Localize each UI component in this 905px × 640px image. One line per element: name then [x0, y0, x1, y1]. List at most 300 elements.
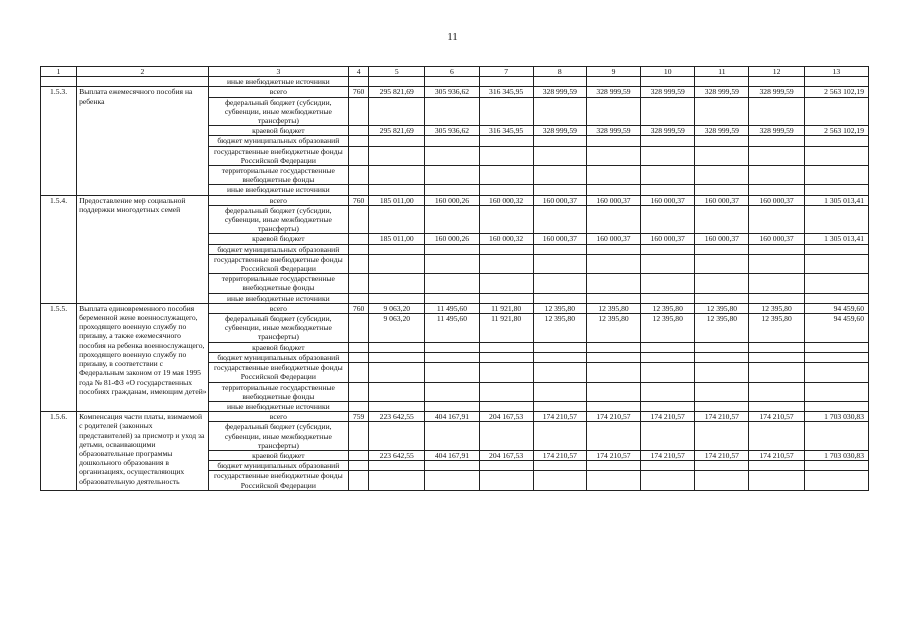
year-value: 174 210,57	[695, 450, 749, 460]
item-name: Выплата единовременного пособия беременной жене военнослужащего, проходящего военную службу по призыву, а также ежемесячного пособия на ребенка военнослужащего, проходящего военную службу по призыву, в соответствии с Федеральным законом от 19 мая 1995 года № 81-ФЗ «О государственных пособиях гражданам, имеющим детей»	[77, 303, 208, 411]
year-value: 160 000,37	[749, 195, 804, 205]
year-value	[369, 401, 425, 411]
year-value	[749, 136, 804, 146]
total-value	[804, 205, 868, 234]
year-value	[586, 471, 640, 490]
year-value: 12 395,80	[641, 314, 695, 343]
year-value	[586, 401, 640, 411]
year-value	[586, 342, 640, 352]
year-value: 160 000,37	[533, 195, 586, 205]
year-value	[369, 97, 425, 126]
year-value	[479, 293, 533, 303]
year-value: 328 999,59	[695, 126, 749, 136]
year-value	[533, 136, 586, 146]
year-value	[533, 205, 586, 234]
funding-source: федеральный бюджет (субсидии, субвенции, иные межбюджетные трансферты)	[208, 422, 349, 451]
carryover-row	[41, 77, 869, 87]
total-value	[804, 97, 868, 126]
year-value	[369, 422, 425, 451]
year-value	[369, 136, 425, 146]
year-value: 160 000,37	[641, 234, 695, 244]
year-value	[533, 97, 586, 126]
year-value	[533, 363, 586, 382]
code-value	[349, 352, 369, 362]
year-value	[479, 185, 533, 195]
total-value: 94 459,60	[804, 303, 868, 313]
year-value: 174 210,57	[533, 450, 586, 460]
year-value: 328 999,59	[586, 87, 640, 97]
year-value	[749, 274, 804, 293]
total-value	[804, 422, 868, 451]
column-header: 4	[349, 67, 369, 77]
year-value: 160 000,37	[586, 195, 640, 205]
year-value	[749, 254, 804, 273]
funding-source: иные внебюджетные источники	[208, 293, 349, 303]
year-value: 404 167,91	[425, 450, 479, 460]
year-value	[479, 146, 533, 165]
year-value	[369, 352, 425, 362]
year-value	[533, 342, 586, 352]
year-value: 204 167,53	[479, 412, 533, 422]
code-value	[349, 450, 369, 460]
year-value: 316 345,95	[479, 87, 533, 97]
total-value	[804, 401, 868, 411]
year-value: 174 210,57	[695, 412, 749, 422]
year-value: 328 999,59	[533, 126, 586, 136]
funding-source: иные внебюджетные источники	[208, 77, 349, 87]
year-value	[641, 293, 695, 303]
funding-source: бюджет муниципальных образований	[208, 244, 349, 254]
year-value	[695, 136, 749, 146]
year-value	[425, 205, 479, 234]
year-value	[425, 166, 479, 185]
item-code: 1.5.4.	[41, 195, 77, 303]
total-value	[804, 342, 868, 352]
year-value	[533, 461, 586, 471]
year-value	[425, 363, 479, 382]
year-value	[641, 274, 695, 293]
funding-source: иные внебюджетные источники	[208, 401, 349, 411]
year-value	[749, 363, 804, 382]
year-value: 160 000,37	[533, 234, 586, 244]
year-value	[695, 363, 749, 382]
year-value	[641, 244, 695, 254]
year-value	[533, 244, 586, 254]
year-value: 160 000,37	[586, 234, 640, 244]
year-value	[479, 136, 533, 146]
year-value	[425, 185, 479, 195]
year-value: 305 936,62	[425, 87, 479, 97]
year-value	[533, 401, 586, 411]
table-row	[41, 87, 869, 97]
column-header: 12	[749, 67, 804, 77]
year-value	[479, 205, 533, 234]
year-value	[695, 293, 749, 303]
year-value	[695, 146, 749, 165]
code-value	[349, 274, 369, 293]
code-value	[349, 471, 369, 490]
year-value	[479, 166, 533, 185]
year-value	[641, 136, 695, 146]
year-value	[369, 342, 425, 352]
year-value: 12 395,80	[586, 303, 640, 313]
year-value	[641, 166, 695, 185]
year-value	[749, 205, 804, 234]
year-value	[586, 205, 640, 234]
item-name: Предоставление мер социальной поддержки многодетных семей	[77, 195, 208, 303]
year-value	[533, 293, 586, 303]
item-name: Компенсация части платы, взимаемой с родителей (законных представителей) за присмотр и уход за детьми, осваивающими образовательные программы дошкольного образования в организациях, осуществляющих образовательную деятельность	[77, 412, 208, 491]
funding-source: государственные внебюджетные фонды Российской Федерации	[208, 254, 349, 273]
funding-source: краевой бюджет	[208, 234, 349, 244]
year-value	[749, 166, 804, 185]
year-value: 328 999,59	[695, 87, 749, 97]
code-value	[349, 185, 369, 195]
year-value: 11 495,60	[425, 303, 479, 313]
funding-source: территориальные государственные внебюджетные фонды	[208, 382, 349, 401]
code-value	[349, 363, 369, 382]
year-value	[586, 254, 640, 273]
year-value: 12 395,80	[749, 314, 804, 343]
total-value	[804, 471, 868, 490]
year-value: 328 999,59	[641, 126, 695, 136]
year-value: 160 000,37	[641, 195, 695, 205]
total-value	[804, 166, 868, 185]
year-value: 223 642,55	[369, 412, 425, 422]
total-value	[804, 363, 868, 382]
year-value: 160 000,37	[695, 234, 749, 244]
total-value	[804, 461, 868, 471]
year-value	[695, 352, 749, 362]
item-name: Выплата ежемесячного пособия на ребенка	[77, 87, 208, 195]
year-value	[586, 136, 640, 146]
total-value	[804, 136, 868, 146]
year-value	[479, 461, 533, 471]
code-value	[349, 205, 369, 234]
year-value: 328 999,59	[586, 126, 640, 136]
year-value	[479, 274, 533, 293]
year-value	[695, 254, 749, 273]
year-value	[749, 401, 804, 411]
total-value	[804, 293, 868, 303]
year-value	[586, 274, 640, 293]
year-value	[749, 185, 804, 195]
funding-source: бюджет муниципальных образований	[208, 352, 349, 362]
year-value	[369, 254, 425, 273]
year-value	[533, 471, 586, 490]
year-value: 223 642,55	[369, 450, 425, 460]
code-value	[349, 97, 369, 126]
year-value	[695, 471, 749, 490]
year-value	[479, 471, 533, 490]
code-value	[349, 126, 369, 136]
year-value	[749, 342, 804, 352]
year-value	[479, 342, 533, 352]
code-value: 760	[349, 303, 369, 313]
year-value	[425, 293, 479, 303]
year-value: 204 167,53	[479, 450, 533, 460]
year-value	[749, 382, 804, 401]
funding-source: краевой бюджет	[208, 126, 349, 136]
year-value	[695, 274, 749, 293]
year-value	[533, 352, 586, 362]
year-value	[533, 166, 586, 185]
code-value	[349, 422, 369, 451]
funding-source: всего	[208, 303, 349, 313]
year-value	[586, 461, 640, 471]
year-value	[425, 471, 479, 490]
year-value	[425, 244, 479, 254]
year-value: 174 210,57	[641, 450, 695, 460]
year-value	[641, 422, 695, 451]
column-header: 1	[41, 67, 77, 77]
funding-source: государственные внебюджетные фонды Российской Федерации	[208, 471, 349, 490]
year-value: 12 395,80	[586, 314, 640, 343]
year-value	[641, 254, 695, 273]
year-value	[749, 352, 804, 362]
funding-source: федеральный бюджет (субсидии, субвенции, иные межбюджетные трансферты)	[208, 205, 349, 234]
year-value	[695, 422, 749, 451]
total-value	[804, 382, 868, 401]
year-value	[369, 166, 425, 185]
year-value: 11 495,60	[425, 314, 479, 343]
total-value	[804, 254, 868, 273]
year-value	[695, 382, 749, 401]
year-value	[369, 293, 425, 303]
year-value	[586, 146, 640, 165]
year-value: 12 395,80	[533, 303, 586, 313]
year-value: 328 999,59	[749, 87, 804, 97]
year-value	[641, 363, 695, 382]
year-value	[369, 471, 425, 490]
page-number: 11	[447, 31, 458, 43]
year-value	[586, 363, 640, 382]
column-header: 7	[479, 67, 533, 77]
table-row	[41, 412, 869, 422]
year-value: 12 395,80	[695, 314, 749, 343]
year-value: 160 000,37	[695, 195, 749, 205]
year-value: 160 000,32	[479, 195, 533, 205]
year-value: 174 210,57	[586, 412, 640, 422]
year-value: 160 000,26	[425, 234, 479, 244]
year-value	[641, 401, 695, 411]
year-value	[586, 97, 640, 126]
year-value: 12 395,80	[533, 314, 586, 343]
year-value	[695, 97, 749, 126]
year-value: 174 210,57	[586, 450, 640, 460]
total-value: 94 459,60	[804, 314, 868, 343]
code-value	[349, 234, 369, 244]
item-code: 1.5.6.	[41, 412, 77, 491]
year-value	[533, 146, 586, 165]
year-value	[533, 254, 586, 273]
total-value: 2 563 102,19	[804, 87, 868, 97]
funding-source: государственные внебюджетные фонды Российской Федерации	[208, 363, 349, 382]
total-value	[804, 146, 868, 165]
year-value	[641, 185, 695, 195]
code-value	[349, 146, 369, 165]
year-value	[586, 244, 640, 254]
year-value: 328 999,59	[533, 87, 586, 97]
table-row	[41, 303, 869, 313]
year-value	[586, 166, 640, 185]
year-value: 11 921,80	[479, 303, 533, 313]
funding-source: бюджет муниципальных образований	[208, 461, 349, 471]
total-value	[804, 244, 868, 254]
column-header: 10	[641, 67, 695, 77]
year-value	[641, 382, 695, 401]
year-value	[369, 185, 425, 195]
total-value	[804, 185, 868, 195]
year-value	[425, 382, 479, 401]
year-value: 328 999,59	[641, 87, 695, 97]
code-value	[349, 401, 369, 411]
year-value	[479, 254, 533, 273]
year-value	[425, 401, 479, 411]
year-value	[479, 401, 533, 411]
year-value	[641, 146, 695, 165]
year-value	[586, 382, 640, 401]
funding-source: государственные внебюджетные фонды Российской Федерации	[208, 146, 349, 165]
code-value	[349, 314, 369, 343]
funding-source: всего	[208, 195, 349, 205]
year-value	[586, 293, 640, 303]
funding-source: бюджет муниципальных образований	[208, 136, 349, 146]
code-value	[349, 342, 369, 352]
funding-source: федеральный бюджет (субсидии, субвенции, иные межбюджетные трансферты)	[208, 314, 349, 343]
year-value	[749, 422, 804, 451]
total-value: 2 563 102,19	[804, 126, 868, 136]
year-value	[641, 342, 695, 352]
year-value	[533, 422, 586, 451]
year-value	[369, 461, 425, 471]
year-value	[425, 461, 479, 471]
total-value	[804, 352, 868, 362]
year-value	[586, 185, 640, 195]
year-value	[479, 422, 533, 451]
year-value	[695, 461, 749, 471]
column-header: 9	[586, 67, 640, 77]
table-row	[41, 195, 869, 205]
year-value	[369, 274, 425, 293]
year-value: 160 000,32	[479, 234, 533, 244]
column-header: 8	[533, 67, 586, 77]
code-value: 760	[349, 87, 369, 97]
year-value	[695, 342, 749, 352]
year-value	[586, 352, 640, 362]
total-value: 1 305 013,41	[804, 234, 868, 244]
year-value	[695, 244, 749, 254]
year-value	[425, 254, 479, 273]
funding-source: краевой бюджет	[208, 342, 349, 352]
year-value	[695, 401, 749, 411]
year-value	[641, 461, 695, 471]
year-value	[749, 244, 804, 254]
year-value	[749, 146, 804, 165]
column-header: 2	[77, 67, 208, 77]
year-value	[425, 274, 479, 293]
year-value	[479, 244, 533, 254]
year-value	[749, 97, 804, 126]
year-value	[641, 352, 695, 362]
year-value	[586, 422, 640, 451]
year-value	[425, 146, 479, 165]
year-value: 185 011,00	[369, 234, 425, 244]
year-value: 185 011,00	[369, 195, 425, 205]
year-value	[479, 352, 533, 362]
year-value	[369, 205, 425, 234]
year-value	[425, 342, 479, 352]
column-header: 3	[208, 67, 349, 77]
year-value	[641, 205, 695, 234]
year-value	[369, 363, 425, 382]
column-header: 6	[425, 67, 479, 77]
year-value	[533, 274, 586, 293]
year-value: 295 821,69	[369, 87, 425, 97]
year-value	[479, 363, 533, 382]
year-value: 9 063,20	[369, 303, 425, 313]
budget-table	[40, 66, 869, 491]
year-value	[533, 185, 586, 195]
year-value	[369, 382, 425, 401]
year-value: 316 345,95	[479, 126, 533, 136]
year-value: 174 210,57	[641, 412, 695, 422]
code-value	[349, 293, 369, 303]
total-value: 1 305 013,41	[804, 195, 868, 205]
year-value	[641, 97, 695, 126]
year-value: 174 210,57	[749, 412, 804, 422]
code-value: 759	[349, 412, 369, 422]
year-value: 174 210,57	[533, 412, 586, 422]
year-value: 12 395,80	[749, 303, 804, 313]
item-code: 1.5.5.	[41, 303, 77, 411]
year-value: 12 395,80	[641, 303, 695, 313]
year-value: 12 395,80	[695, 303, 749, 313]
year-value: 160 000,26	[425, 195, 479, 205]
year-value	[533, 382, 586, 401]
funding-source: территориальные государственные внебюджетные фонды	[208, 166, 349, 185]
year-value: 11 921,80	[479, 314, 533, 343]
year-value	[369, 146, 425, 165]
total-value	[804, 274, 868, 293]
funding-source: федеральный бюджет (субсидии, субвенции, иные межбюджетные трансферты)	[208, 97, 349, 126]
code-value	[349, 136, 369, 146]
year-value	[425, 136, 479, 146]
funding-source: всего	[208, 87, 349, 97]
code-value	[349, 244, 369, 254]
year-value	[749, 471, 804, 490]
year-value: 295 821,69	[369, 126, 425, 136]
column-header: 11	[695, 67, 749, 77]
total-value: 1 703 030,83	[804, 450, 868, 460]
year-value	[749, 293, 804, 303]
year-value	[749, 461, 804, 471]
year-value: 160 000,37	[749, 234, 804, 244]
code-value	[349, 461, 369, 471]
funding-source: иные внебюджетные источники	[208, 185, 349, 195]
code-value: 760	[349, 195, 369, 205]
year-value: 174 210,57	[749, 450, 804, 460]
year-value	[369, 244, 425, 254]
year-value	[641, 471, 695, 490]
year-value	[695, 185, 749, 195]
year-value	[695, 166, 749, 185]
year-value	[425, 97, 479, 126]
code-value	[349, 382, 369, 401]
item-code: 1.5.3.	[41, 87, 77, 195]
year-value: 404 167,91	[425, 412, 479, 422]
year-value	[695, 205, 749, 234]
